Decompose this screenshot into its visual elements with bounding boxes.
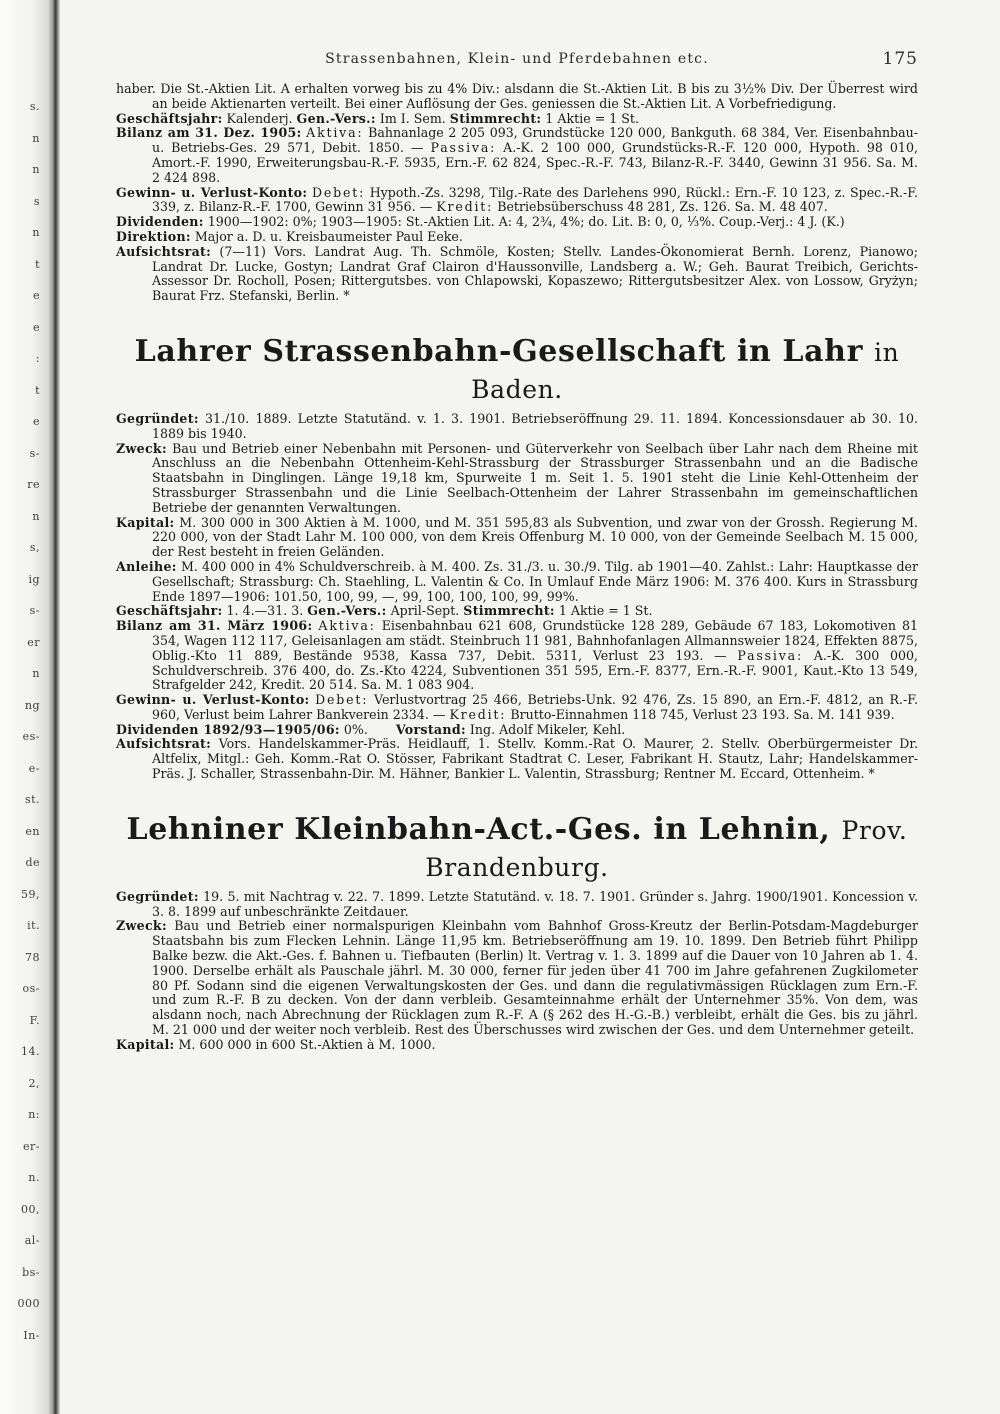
- gutter-fragment: n: [32, 667, 40, 680]
- page-number: 175: [882, 49, 918, 69]
- document-page: [116, 49, 919, 1053]
- gutter-fragment: er: [27, 636, 40, 649]
- gutter-fragment: 59,: [21, 888, 40, 901]
- gutter-fragment: bs-: [22, 1266, 40, 1279]
- paragraph-balance: Bilanz am 31. Dez. 1905: Aktiva: Bahnanlage 2 205 093, Grundstücke 120 000, Bankguth. 68 384, Ver. Eisenbahnbau- u. Betriebs-Ges. 29 571, Debit. 1850. — Passiva: A.-K. 2 100 000, Grundstücks-R.-F. 120 000, Hypoth. 98 010, Amort.-F. 1990, Erweiterungsbau-R.-F. 5935, Ern.-F. 62 824, Spec.-R.-F. 743, Bilanz-R.-F. 3440, Gewinn 31 956. Sa. M. 2 424 898.: [116, 125, 918, 185]
- gutter-fragment: s,: [29, 541, 40, 554]
- gutter-fragment: s.: [29, 100, 40, 113]
- gutter-fragment: n.: [28, 1171, 40, 1184]
- paragraph-direction: Direktion: Major a. D. u. Kreisbaumeister Paul Eeke.: [116, 228, 463, 244]
- paragraph-profit-loss: Gewinn- u. Verlust-Konto: Debet: Verlustvortrag 25 466, Betriebs-Unk. 92 476, Zs. 15 890, an Ern.-F. 4812, an R.-F. 960, Verlust beim Lahrer Bankverein 2334. — Kredit: Brutto-Einnahmen 118 745, Verlust 23 193. Sa. M. 141 939.: [116, 692, 918, 722]
- gutter-fragment: ig: [28, 573, 40, 586]
- section-continuation: [116, 82, 918, 304]
- paragraph-balance: Bilanz am 31. März 1906: Aktiva: Eisenbahnbau 621 608, Grundstücke 128 289, Gebäude 67 183, Lokomotiven 81 354, Wagen 112 117, Geleisanlagen am städt. Steinbruch 11 981, Bahnhofanlagen Allmannsweier 1824, Effekten 8875, Oblig.-Kto 11 889, Bestände 9538, Kassa 737, Debit. 5311, Verlust 23 193. — Passiva: A.-K. 300 000, Schuldverschreib. 376 400, do. Zs.-Kto 4224, Subventionen 351 595, Ern.-F. 8377, Ern.-R.-F. 9001, Kaut.-Kto 13 549, Strafgelder 242, Kredit. 20 514. Sa. M. 1 083 904.: [116, 618, 919, 693]
- gutter-fragment: F.: [29, 1014, 40, 1027]
- gutter-fragment: 000: [17, 1297, 40, 1310]
- paragraph-dividends: Dividenden 1892/93—1905/06: 0%. Vorstand: Ing. Adolf Mikeler, Kehl.: [116, 721, 626, 737]
- gutter-fragment: e: [32, 415, 40, 428]
- paragraph-loan: Anleihe: M. 400 000 in 4% Schuldverschreib. à M. 400. Zs. 31./3. u. 30./9. Tilg. ab 1901—40. Zahlst.: Lahr: Hauptkasse der Gesellschaft; Strassburg: Ch. Staehling, L. Valentin & Co. In Umlauf Ende März 1906: M. 376 400. Kurs in Strassburg Ende 1897—1906: 101.50, 100, 99, —, 99, 100, 100, 100, 99, 99%.: [116, 558, 918, 604]
- gutter-fragment: e: [32, 321, 40, 334]
- gutter-fragment: s: [33, 195, 40, 208]
- paragraph-business-year: Geschäftsjahr: Kalenderj. Gen.-Vers.: Im I. Sem. Stimmrecht: 1 Aktie = 1 St.: [116, 110, 639, 126]
- gutter-fragment: n: [32, 226, 40, 239]
- gutter-fragment: e: [32, 289, 40, 302]
- company-title-lahr: Lahrer Strassenbahn-Gesellschaft in Lahr in Baden.: [134, 333, 900, 404]
- gutter-fragment: er-: [23, 1140, 40, 1153]
- gutter-fragment: it.: [27, 919, 40, 932]
- gutter-fragment: de: [25, 856, 40, 869]
- section-lehnin: [116, 890, 918, 1053]
- gutter-fragment: st.: [24, 793, 40, 806]
- paragraph-founded: Gegründet: 31./10. 1889. Letzte Statutänd. v. 1. 3. 1901. Betriebseröffnung 29. 11. 1894. Koncessionsdauer ab 30. 10. 1889 bis 1940.: [116, 410, 918, 441]
- gutter-fragment: n:: [28, 1108, 40, 1121]
- gutter-fragment: 78: [25, 951, 40, 964]
- paragraph-share-rights: haber. Die St.-Aktien Lit. A erhalten vorweg bis zu 4% Div.: alsdann die St.-Aktien Lit. B bis zu 3½% Div. Der Überrest wird an beide Aktienarten verteilt. Bei einer Auflösung der Ges. geniessen die St.-Aktien Lit. A Vorbefriedigung.: [116, 81, 918, 111]
- gutter-fragment: es-: [22, 730, 40, 743]
- gutter-fragment: t: [35, 258, 40, 271]
- gutter-fragment: t: [35, 384, 40, 397]
- running-header: [116, 49, 918, 82]
- paragraph-supervisory-board: Aufsichtsrat: (7—11) Vors. Landrat Aug. Th. Schmöle, Kosten; Stellv. Landes-Ökonomierat Bernh. Lorenz, Pianowo; Landrat Dr. Lucke, Gostyn; Landrat Graf Clairon d'Haussonville, Landsberg a. W.; Geh. Baurat Treibich, Gerichts-Assessor Dr. Rocholl, Posen; Rittergutsbes. von Chlapowski, Kopaszewo; Rittergutsbesitzer Alex. von Lossow, Gryżyn; Baurat Frz. Stefanski, Berlin. *: [116, 243, 918, 304]
- company-title-lehnin: Lehniner Kleinbahn-Act.-Ges. in Lehnin, Prov. Brandenburg.: [126, 811, 908, 882]
- gutter-fragment: al-: [24, 1234, 40, 1247]
- gutter-fragment: re: [27, 478, 40, 491]
- gutter-fragment: s-: [29, 447, 40, 460]
- gutter-fragment: n: [32, 132, 40, 145]
- gutter-fragment: e-: [28, 762, 40, 775]
- section-lahr: [116, 412, 918, 782]
- gutter-fragment: n: [32, 163, 40, 176]
- gutter-fragment: 14.: [21, 1045, 40, 1058]
- paragraph-dividends: Dividenden: 1900—1902: 0%; 1903—1905: St.-Aktien Lit. A: 4, 2¾, 4%; do. Lit. B: 0, 0, ⅓%. Coup.-Verj.: 4 J. (K.): [116, 214, 845, 230]
- paragraph-purpose: Zweck: Bau und Betrieb einer normalspurigen Kleinbahn vom Bahnhof Gross-Kreutz der Berlin-Potsdam-Magdeburger Staatsbahn bis zum Flecken Lehnin. Länge 11,95 km. Betriebseröffnung am 19. 10. 1899. Den Betrieb führt Philipp Balke bezw. die Akt.-Ges. f. Bahnen u. Tiefbauten (Berlin) lt. Vertrag v. 1. 3. 1899 auf die Dauer von 10 Jahren ab 1. 4. 1900. Derselbe erhält als Pauschale jährl. M. 30 000, ferner für jeden über 41 700 im Jahre gefahrenen Zugkilometer 80 Pf. Sodann sind die eigenen Verwaltungskosten der Ges. und dann die regulativmässigen Rücklagen zum Ern.-F. und zum R.-F. B zu decken. Von der dann verbleib. Gesamteinnahme erhält der Unternehmer 35%. Von dem, was alsdann noch, nach Abrechnung der Rücklagen zum R.-F. A (§ 262 des H.-G.-B.) verbleibt, erhält die Ges. bis zu jährl. M. 21 000 und der weiter noch verbleib. Rest des Überschusses wird zwischen der Ges. und dem Unternehmer geteilt.: [116, 918, 918, 1038]
- paragraph-profit-loss: Gewinn- u. Verlust-Konto: Debet: Hypoth.-Zs. 3298, Tilg.-Rate des Darlehens 990, Rückl.: Ern.-F. 10 123, z. Spec.-R.-F. 339, z. Bilanz-R.-F. 1700, Gewinn 31 956. — Kredit: Betriebsüberschuss 48 281, Zs. 126. Sa. M. 48 407.: [116, 184, 918, 215]
- paragraph-capital: Kapital: M. 600 000 in 600 St.-Aktien à M. 1000.: [116, 1036, 436, 1052]
- gutter-fragment: en: [25, 825, 40, 838]
- paragraph-supervisory-board: Aufsichtsrat: Vors. Handelskammer-Präs. Heidlauff, 1. Stellv. Komm.-Rat O. Maurer, 2. Stellv. Oberbürgermeister Dr. Altfelix, Mitgl.: Geh. Komm.-Rat O. Stösser, Fabrikant Stadtrat C. Leser, Fabrikant H. Stautz, Lahr; Handelskammer-Präs. J. Schaller, Strassenbahn-Dir. M. Hähner, Bankier L. Valentin, Strassburg; Rentner M. Eccard, Ottenheim. *: [116, 736, 918, 782]
- gutter-fragment: n: [32, 510, 40, 523]
- paragraph-founded: Gegründet: 19. 5. mit Nachtrag v. 22. 7. 1899. Letzte Statutänd. v. 18. 7. 1901. Gründer s. Jahrg. 1900/1901. Koncession v. 3. 8. 1899 auf unbeschränkte Zeitdauer.: [116, 888, 918, 919]
- gutter-fragment: :: [35, 352, 40, 365]
- gutter-fragment: os-: [22, 982, 40, 995]
- gutter-fragment: 00,: [21, 1203, 40, 1216]
- running-title: Strassenbahnen, Klein- und Pferdebahnen etc.: [325, 51, 709, 67]
- paragraph-purpose: Zweck: Bau und Betrieb einer Nebenbahn mit Personen- und Güterverkehr von Seelbach über Lahr nach dem Rheine mit Anschluss an die Nebenbahn Ottenheim-Kehl-Strassburg der Strassburger Strassenbahn und an die Badische Staatsbahn in Dinglingen. Länge 19,18 km, Spurweite 1 m. Seit 1. 5. 1901 steht die Linie Kehl-Ottenheim der Strassburger Strassenbahn und die Linie Seelbach-Ottenheim der Lahrer Strassenbahn im gemeinschaftlichen Betriebe der genannten Verwaltungen.: [116, 440, 918, 515]
- gutter-fragment: In-: [23, 1329, 40, 1342]
- gutter-fragment: 2,: [28, 1077, 40, 1090]
- paragraph-capital: Kapital: M. 300 000 in 300 Aktien à M. 1000, und M. 351 595,83 als Subvention, und zwar von der Grossh. Regierung M. 220 000, von der Stadt Lahr M. 100 000, von dem Kreis Offenburg M. 10 000, von der Gemeinde Seelbach M. 15 000, der Rest besteht in freien Geländen.: [116, 514, 918, 560]
- paragraph-business-year: Geschäftsjahr: 1. 4.—31. 3. Gen.-Vers.: April-Sept. Stimmrecht: 1 Aktie = 1 St.: [116, 603, 653, 619]
- gutter-fragment: s-: [29, 604, 40, 617]
- gutter-fragment: ng: [24, 699, 40, 712]
